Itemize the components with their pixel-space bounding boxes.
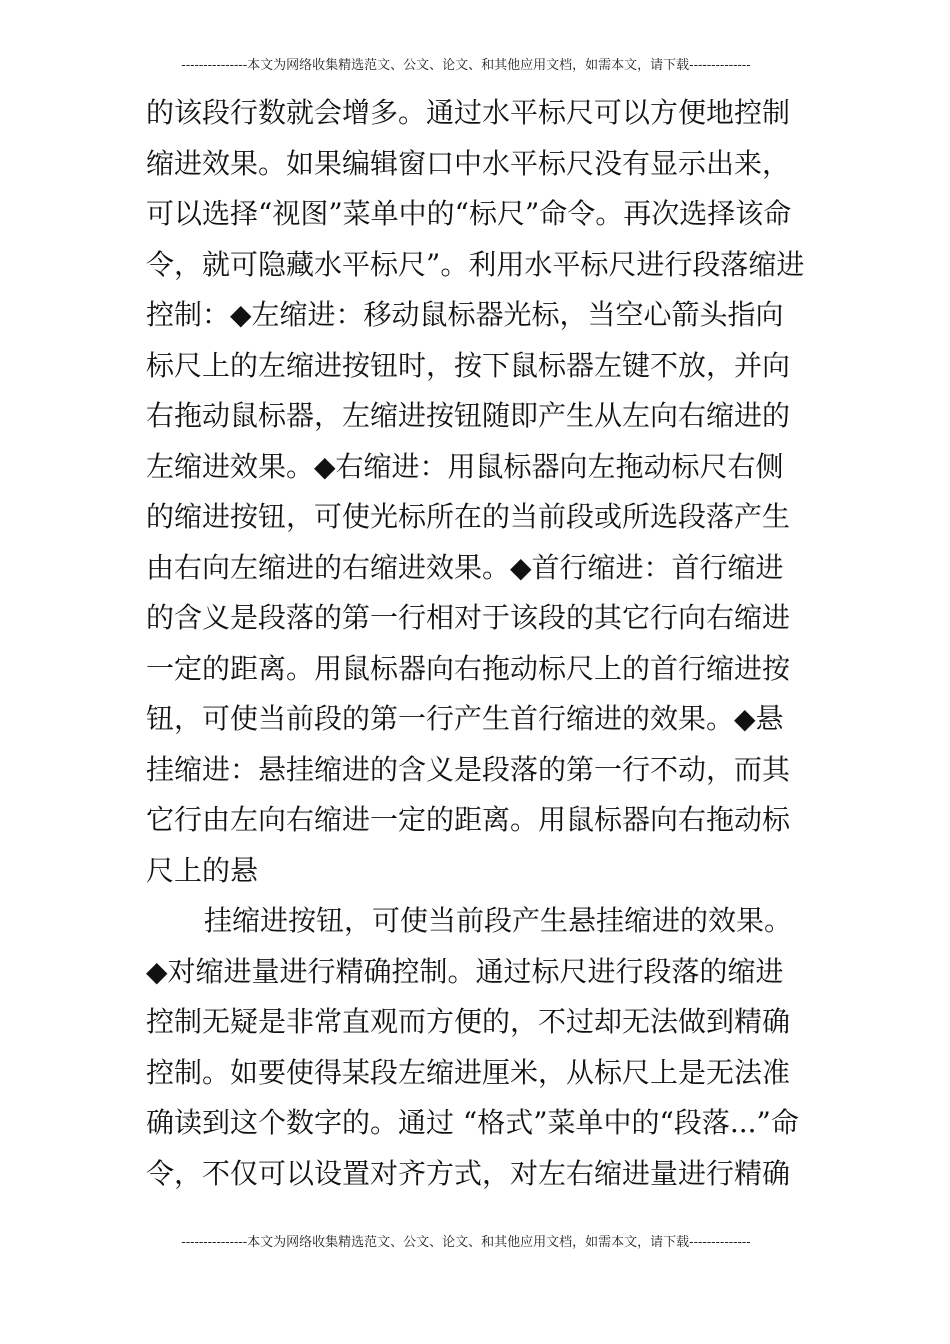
paragraph-line: 的缩进按钮，可使光标所在的当前段或所选段落产生 — [146, 500, 791, 533]
paragraph-line: 尺上的悬 — [146, 853, 259, 887]
page-header-note: ---------------本文为网络收集精选范文、公文、论文、和其他应用文档，如需本文，请下载-------------- — [181, 58, 751, 73]
paragraph-line: 右拖动鼠标器，左缩进按钮随即产生从左向右缩进的 — [146, 399, 791, 432]
page-footer-note: ---------------本文为网络收集精选范文、公文、论文、和其他应用文档，如需本文，请下载-------------- — [181, 1235, 751, 1250]
paragraph-line: 挂缩进：悬挂缩进的含义是段落的第一行不动，而其 — [146, 752, 791, 786]
paragraph-line: 的含义是段落的第一行相对于该段的其它行向右缩进 — [146, 601, 791, 634]
paragraph-line: 控制：◆左缩进：移动鼠标器光标，当空心箭头指向 — [146, 298, 784, 331]
paragraph-line: 控制。如要使得某段左缩进厘米，从标尺上是无法准 — [146, 1055, 791, 1089]
paragraph-line: 左缩进效果。◆右缩进：用鼠标器向左拖动标尺右侧 — [146, 449, 784, 483]
paragraph-line: 令，就可隐藏水平标尺”。利用水平标尺进行段落缩进 — [146, 247, 805, 281]
paragraph-line: 令，不仅可以设置对齐方式，对左右缩进量进行精确 — [146, 1156, 791, 1190]
paragraph-line: 钮，可使当前段的第一行产生首行缩进的效果。◆悬 — [146, 702, 784, 735]
paragraph-line: 的该段行数就会增多。通过水平标尺可以方便地控制 — [146, 96, 791, 129]
paragraph-1 — [146, 88, 810, 896]
paragraph-line: ◆对缩进量进行精确控制。通过标尺进行段落的缩进 — [146, 954, 784, 988]
paragraph-line: 挂缩进按钮，可使当前段产生悬挂缩进的效果。 — [204, 904, 793, 937]
paragraph-line: 确读到这个数字的。通过 “格式”菜单中的“段落...”命 — [146, 1106, 799, 1139]
paragraph-line: 标尺上的左缩进按钮时，按下鼠标器左键不放，并向 — [146, 348, 791, 382]
paragraph-line: 它行由左向右缩进一定的距离。用鼠标器向右拖动标 — [146, 803, 791, 836]
paragraph-line: 由右向左缩进的右缩进效果。◆首行缩进：首行缩进 — [146, 550, 784, 584]
document-body — [146, 88, 810, 1199]
paragraph-2 — [146, 896, 810, 1199]
paragraph-line: 可以选择“视图”菜单中的“标尺”命令。再次选择该命 — [146, 197, 792, 230]
paragraph-line: 控制无疑是非常直观而方便的，不过却无法做到精确 — [146, 1005, 791, 1038]
paragraph-line: 一定的距离。用鼠标器向右拖动标尺上的首行缩进按 — [146, 651, 791, 685]
paragraph-line: 缩进效果。如果编辑窗口中水平标尺没有显示出来， — [146, 146, 791, 180]
